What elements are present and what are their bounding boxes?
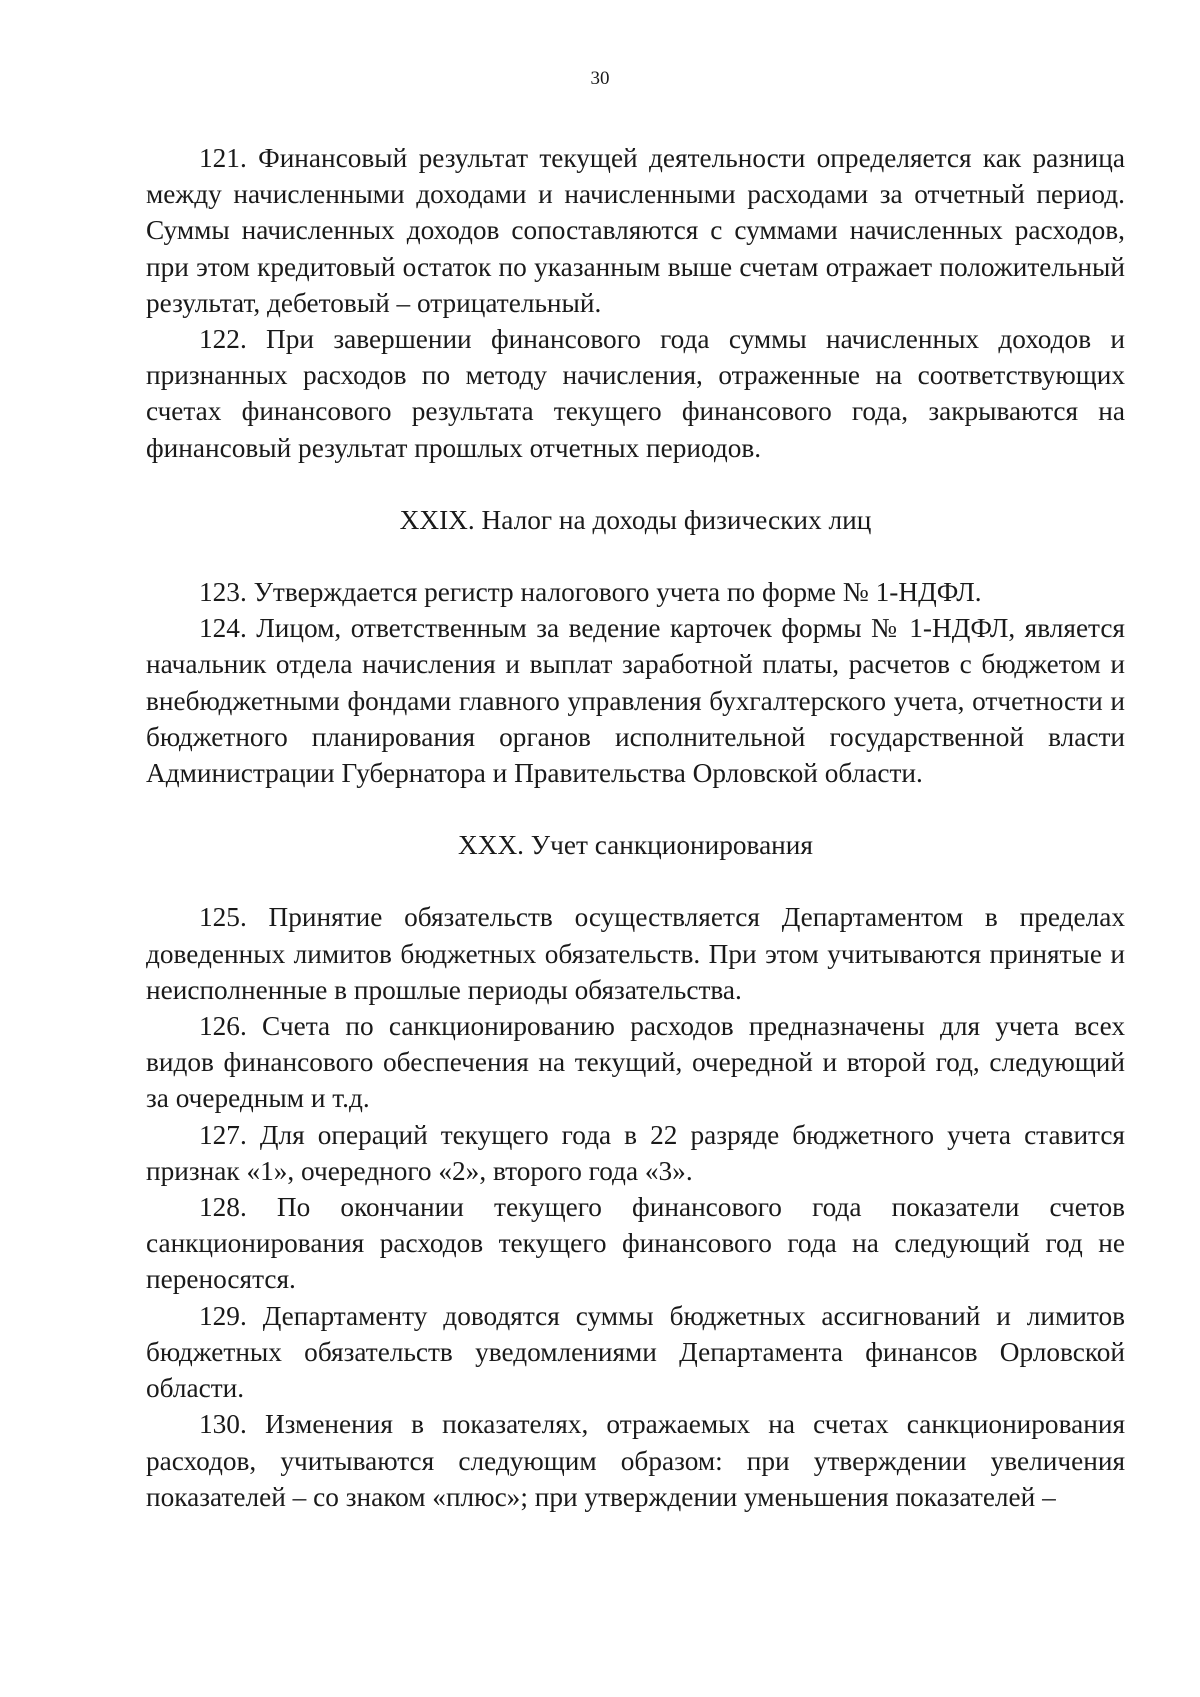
paragraph-121: 121. Финансовый результат текущей деятельности определяется как разница между начисленными доходами и начисленными расходами за отчетный период. Суммы начисленных доходов сопоставляются с суммами начисленных расходов, при этом кредитовый остаток по указанным выше счетам отражает положительный результат, дебетовый – отрицательный. — [146, 143, 1125, 318]
paragraph-126: 126. Счета по санкционированию расходов предназначены для учета всех видов финансового обеспечения на текущий, очередной и второй год, следующий за очередным и т.д. — [146, 1011, 1125, 1114]
paragraph-130: 130. Изменения в показателях, отражаемых на счетах санкционирования расходов, учитываются следующим образом: при утверждении увеличения показателей – со знаком «плюс»; при утверждении уменьшения показателей – — [146, 1409, 1125, 1512]
paragraph-124: 124. Лицом, ответственным за ведение карточек формы № 1-НДФЛ, является начальник отдела начисления и выплат заработной платы, расчетов с бюджетом и внебюджетными фондами главного управления бухгалтерского учета, отчетности и бюджетного планирования органов исполнительной государственной власти Администрации Губернатора и Правительства Орловской области. — [146, 613, 1125, 789]
section-heading-xxix: XXIX. Налог на доходы физических лиц — [399, 504, 872, 535]
paragraph-125: 125. Принятие обязательств осуществляется Департаментом в пределах доведенных лимитов бюджетных обязательств. При этом учитываются принятые и неисполненные в прошлые периоды обязательства. — [146, 902, 1125, 1005]
paragraph-129: 129. Департаменту доводятся суммы бюджетных ассигнований и лимитов бюджетных обязательств уведомлениями Департамента финансов Орловской области. — [146, 1300, 1125, 1404]
paragraph-122: 122. При завершении финансового года суммы начисленных доходов и признанных расходов по методу начисления, отраженные на соответствующих счетах финансового результата текущего финансового года, закрываются на финансовый результат прошлых отчетных периодов. — [146, 324, 1125, 463]
paragraph-127: 127. Для операций текущего года в 22 разряде бюджетного учета ставится признак «1», очередного «2», второго года «3». — [146, 1119, 1125, 1186]
section-heading-xxx: XXX. Учет санкционирования — [458, 830, 813, 861]
paragraph-123: 123. Утверждается регистр налогового учета по форме № 1-НДФЛ. — [199, 577, 982, 608]
page-number: 30 — [590, 68, 610, 89]
paragraph-128: 128. По окончании текущего финансового года показатели счетов санкционирования расходов текущего финансового года на следующий год не переносятся. — [146, 1192, 1125, 1295]
document-body — [146, 140, 1125, 1515]
